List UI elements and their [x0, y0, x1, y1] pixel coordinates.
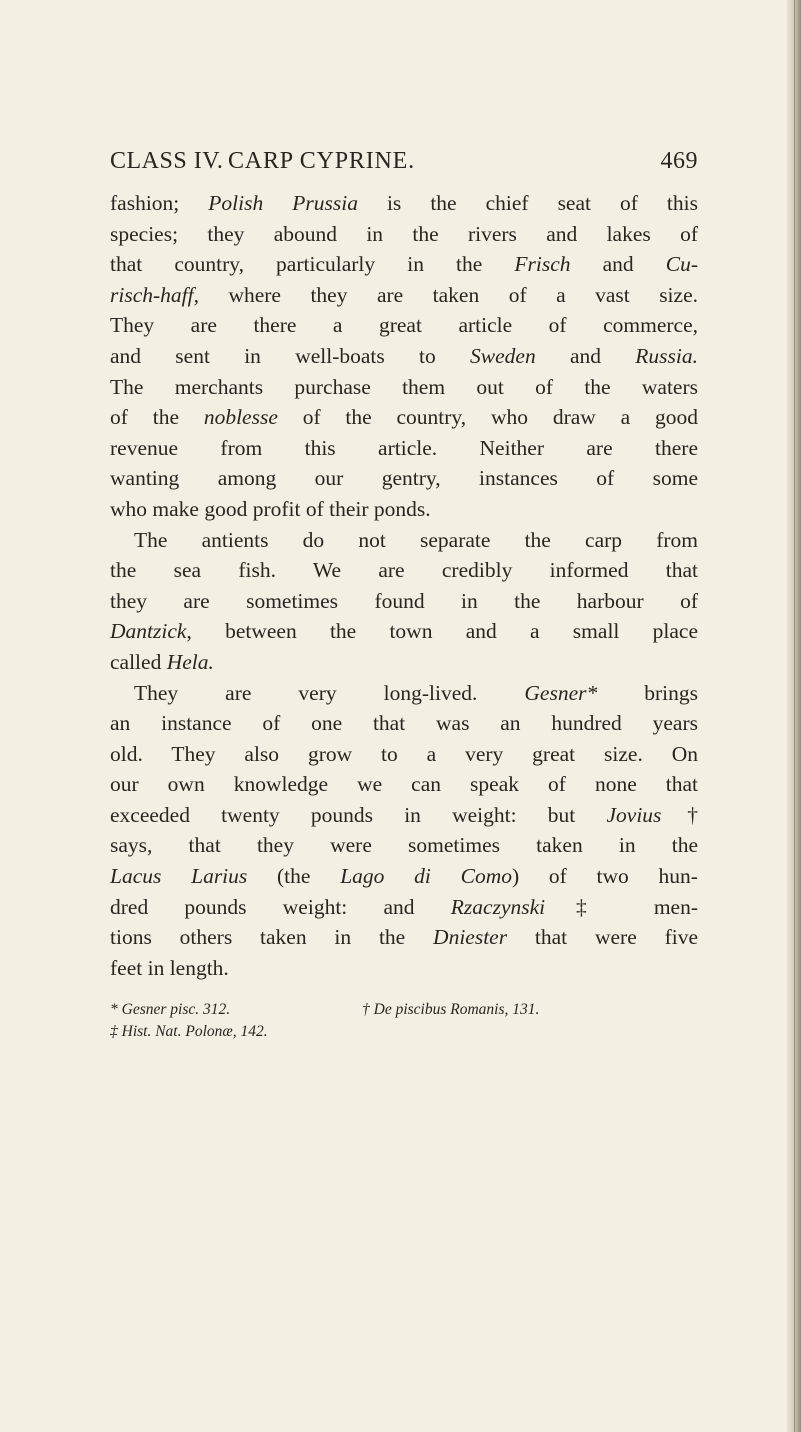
- page-content: [110, 148, 698, 1043]
- text-line: the sea fish. We are credibly informed that: [110, 558, 698, 583]
- text-line: fashion; Polish Prussia is the chief seat of this: [110, 191, 698, 215]
- page-title: CARP CYPRINE.: [228, 148, 415, 174]
- text-line: The antients do not separate the carp from: [134, 527, 698, 552]
- footnotes: [110, 999, 698, 1043]
- text-line: feet in length.: [110, 955, 229, 980]
- paragraph: [110, 525, 698, 678]
- italic-run: Dantzick: [110, 619, 187, 644]
- italic-run: Jovius: [606, 802, 662, 827]
- text-line: wanting among our gentry, instances of some: [110, 466, 698, 491]
- italic-run: Cu-: [665, 252, 698, 277]
- text-line: and sent in well-boats to Sweden and Russia.: [110, 343, 698, 368]
- italic-run: Lacus Larius: [110, 864, 248, 889]
- running-header: [110, 148, 698, 188]
- footnote-row: [110, 999, 698, 1021]
- italic-run: Rzaczynski: [450, 894, 546, 919]
- text-line: tions others taken in the Dniester that were five: [110, 925, 699, 950]
- footnote-row: [110, 1021, 698, 1043]
- italic-run: Polish Prussia: [208, 191, 358, 215]
- page-edge-shadow: [794, 0, 795, 1432]
- paragraph: [110, 188, 698, 525]
- text-line: Lacus Larius (the Lago di Como) of two hun-: [110, 864, 698, 889]
- text-line: Dantzick, between the town and a small place: [110, 619, 698, 644]
- text-line: species; they abound in the rivers and lakes of: [110, 221, 698, 246]
- text-line: of the noblesse of the country, who draw a good: [110, 405, 698, 430]
- italic-run: Sweden: [470, 343, 536, 368]
- text-line: exceeded twenty pounds in weight: but Jovius†: [110, 802, 698, 827]
- text-line: says, that they were sometimes taken in the: [110, 833, 698, 858]
- text-line: They are there a great article of commerce,: [110, 313, 698, 338]
- italic-run: Gesner*: [524, 680, 598, 705]
- text-line: dred pounds weight: and Rzaczynski‡ men-: [110, 894, 698, 919]
- text-line: risch-haff, where they are taken of a vast size.: [110, 282, 698, 307]
- italic-run: Russia.: [635, 343, 698, 368]
- italic-run: risch-haff: [110, 282, 194, 307]
- body-text: [110, 188, 698, 983]
- text-line: they are sometimes found in the harbour of: [110, 588, 698, 613]
- text-line: that country, particularly in the Frisch and Cu-: [110, 252, 698, 277]
- italic-run: Frisch: [514, 252, 571, 277]
- paragraph: [110, 678, 698, 984]
- text-line: The merchants purchase them out of the waters: [110, 374, 698, 399]
- text-line: who make good profit of their ponds.: [110, 496, 431, 521]
- page-number: 469: [660, 148, 698, 174]
- class-label: CLASS IV.: [110, 148, 224, 174]
- text-line: revenue from this article. Neither are there: [110, 435, 698, 460]
- italic-run: Dniester: [433, 925, 508, 950]
- footnote-gesner: * Gesner pisc. 312.: [110, 1001, 231, 1019]
- italic-run: Hela.: [166, 649, 214, 674]
- footnote-jovius: † De piscibus Romanis, 131.: [362, 1001, 540, 1019]
- text-line: called Hela.: [110, 649, 214, 674]
- text-line: old. They also grow to a very great size. On: [110, 741, 698, 766]
- text-line: an instance of one that was an hundred years: [110, 711, 698, 736]
- italic-run: Lago di Como: [340, 864, 512, 889]
- footnote-rzaczynski: ‡ Hist. Nat. Polonæ, 142.: [110, 1023, 268, 1041]
- text-line: our own knowledge we can speak of none that: [110, 772, 698, 797]
- text-line: They are very long-lived. Gesner* brings: [134, 680, 699, 705]
- italic-run: noblesse: [203, 405, 278, 430]
